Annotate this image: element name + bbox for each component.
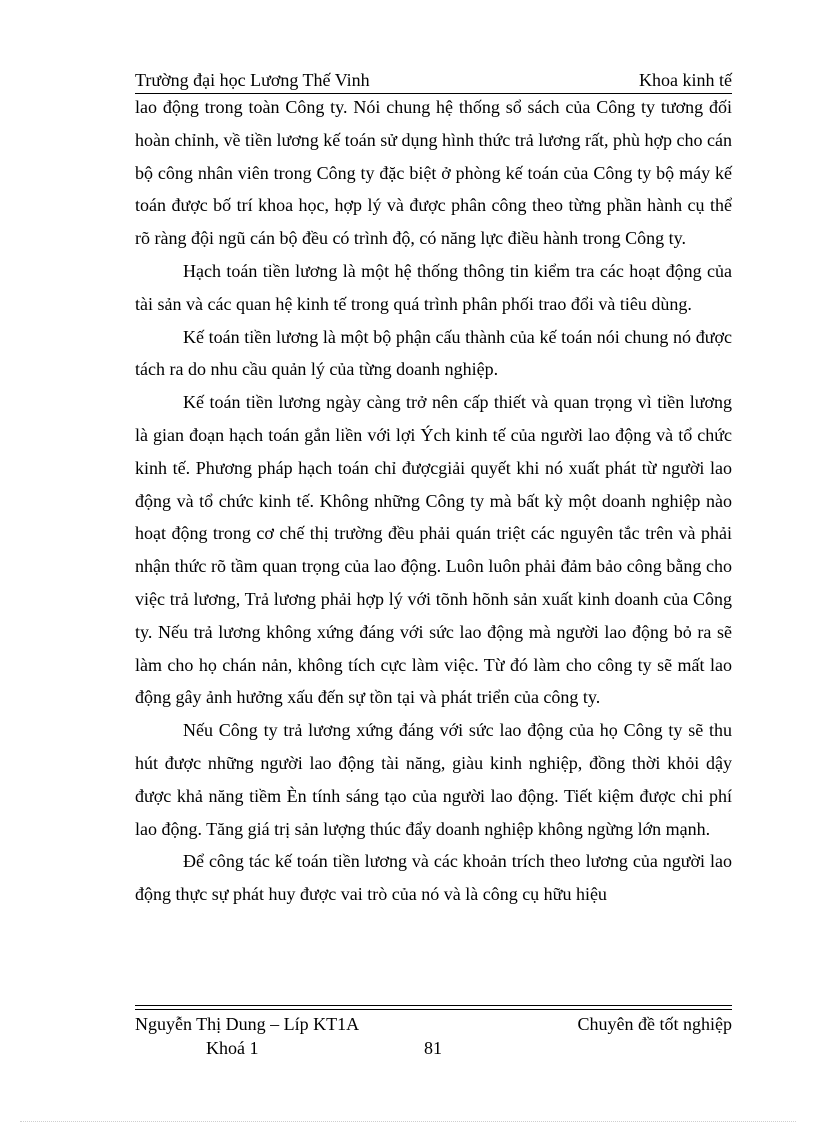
paragraph: Kế toán tiền lương là một bộ phận cấu thành của kế toán nói chung nó được tách ra do nhu cầu quản lý của từng doanh nghiệp. (135, 326, 732, 380)
footer-divider-top (135, 1005, 732, 1006)
header-school: Trường đại học Lương Thế Vinh (135, 70, 370, 90)
page-header (135, 68, 732, 92)
paragraph: Hạch toán tiền lương là một hệ thống thông tin kiểm tra các hoạt động của tài sản và các quan hệ kinh tế trong quá trình phân phối trao đổi và tiêu dùng. (135, 260, 732, 314)
page-boundary (20, 1121, 796, 1122)
footer-divider-bottom (135, 1009, 732, 1010)
paragraph: Để công tác kế toán tiền lương và các khoản trích theo lương của người lao động thực sự phát huy được vai trò của nó và là công cụ hữu hiệu (135, 851, 732, 905)
page-number: 81 (424, 1038, 442, 1058)
paragraph: Kế toán tiền lương ngày càng trở nên cấp thiết và quan trọng vì tiền lương là gian đoạn hạch toán gắn liền với lợi Ých kinh tế của người lao động và tổ chức kinh tế. Phương pháp hạch toán chỉ đượcgiải quyết khi nó xuất phát từ người lao động và tổ chức kinh tế. Không những Công ty mà bất kỳ một doanh nghiệp nào hoạt động trong cơ chế thị trường đều phải quán triệt các nguyên tắc trên và phải nhận thức rõ tầm quan trọng của lao động. Luôn luôn phải đảm bảo công bằng cho việc trả lương, Trả lương phải hợp lý với tõnh hõnh sản xuất kinh doanh của Công ty. Nếu trả lương không xứng đáng với sức lao động mà người lao động bỏ ra sẽ làm cho họ chán nản, không tích cực làm việc. Từ đó làm cho công ty sẽ mất lao động gây ảnh hưởng xấu đến sự tồn tại và phát triển của công ty. (135, 392, 732, 708)
footer-author: Nguyễn Thị Dung – Líp KT1A (135, 1014, 360, 1034)
header-faculty: Khoa kinh tế (639, 70, 732, 90)
paragraph: lao động trong toàn Công ty. Nói chung hệ thống sổ sách của Công ty tương đối hoàn chỉnh, về tiền lương kế toán sử dụng hình thức trả lương rất, phù hợp cho cán bộ công nhân viên trong Công ty đặc biệt ở phòng kế toán của Công ty bộ máy kế toán được bố trí khoa học, hợp lý và được phân công theo từng phần hành cụ thể rõ ràng đội ngũ cán bộ đều có trình độ, có năng lực điều hành trong Công ty. (135, 97, 732, 249)
footer-topic: Chuyên đề tốt nghiệp (577, 1014, 732, 1034)
document-body (135, 91, 732, 911)
paragraph: Nếu Công ty trả lương xứng đáng với sức lao động của họ Công ty sẽ thu hút được những người lao động tài năng, giàu kinh nghiệp, đồng thời khỏi dậy được khả năng tiềm Èn tính sáng tạo của người lao động. Tiết kiệm được chi phí lao động. Tăng giá trị sản lượng thúc đẩy doanh nghiệp không ngừng lớn mạnh. (135, 720, 732, 839)
footer-course: Khoá 1 (206, 1038, 259, 1058)
